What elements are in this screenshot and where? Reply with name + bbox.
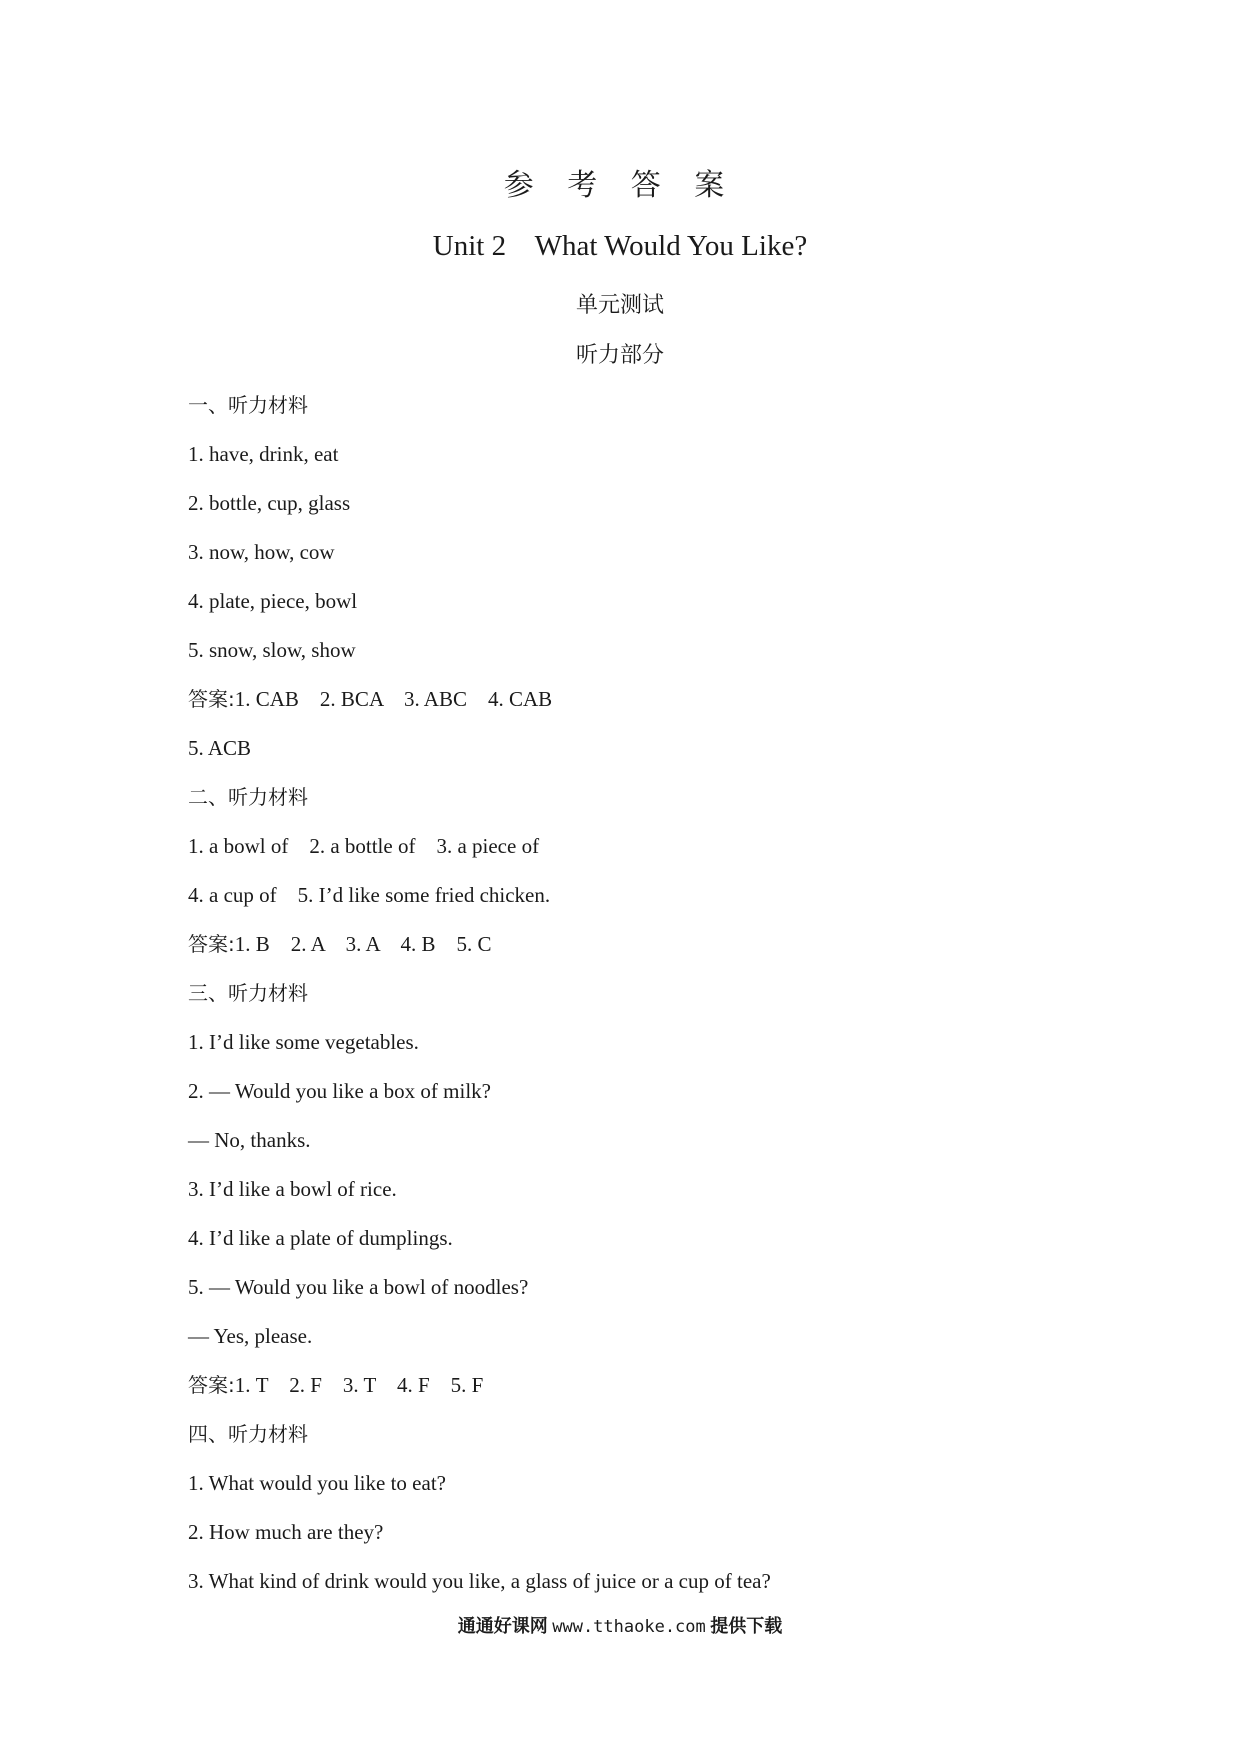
- listening-part-subtitle: 听力部分: [575, 343, 664, 368]
- footer-url[interactable]: www.tthaoke.com: [552, 1617, 706, 1637]
- answer-line-continued: 5. ACB: [188, 736, 252, 760]
- footer-suffix: 提供下载: [710, 1616, 783, 1637]
- list-item: 1. I’d like some vegetables.: [188, 1030, 419, 1054]
- list-item: 1. a bowl of 2. a bottle of 3. a piece of: [188, 834, 540, 858]
- answer-label: 答案:: [188, 932, 235, 956]
- list-item: 4. I’d like a plate of dumplings.: [188, 1226, 453, 1250]
- list-item: 2. bottle, cup, glass: [188, 491, 351, 515]
- answer-text: 1. CAB 2. BCA 3. ABC 4. CAB: [234, 687, 553, 711]
- list-item: — Yes, please.: [188, 1324, 313, 1348]
- list-item: 4. a cup of 5. I’d like some fried chicken.: [188, 883, 551, 907]
- section-heading: 三、听力材料: [188, 981, 308, 1005]
- list-item: 5. snow, slow, show: [188, 638, 356, 662]
- footer-site-name: 通通好课网: [457, 1616, 548, 1637]
- section-heading: 二、听力材料: [188, 785, 308, 809]
- list-item: 3. I’d like a bowl of rice.: [188, 1177, 397, 1201]
- answer-text: 1. B 2. A 3. A 4. B 5. C: [234, 932, 492, 956]
- answer-line: [188, 675, 1168, 724]
- answer-text: 1. T 2. F 3. T 4. F 5. F: [234, 1373, 484, 1397]
- unit-test-subtitle: 单元测试: [575, 293, 664, 318]
- list-item: 1. have, drink, eat: [188, 442, 339, 466]
- unit-title: Unit 2 What Would You Like?: [432, 230, 808, 262]
- answer-line: [188, 920, 1168, 969]
- list-item: 2. How much are they?: [188, 1520, 384, 1544]
- list-item: — No, thanks.: [188, 1128, 311, 1152]
- list-item: 3. now, how, cow: [188, 540, 335, 564]
- list-item: 1. What would you like to eat?: [188, 1471, 446, 1495]
- answer-line: [188, 1361, 1168, 1410]
- section-heading: 一、听力材料: [188, 393, 308, 417]
- answer-label: 答案:: [188, 687, 235, 711]
- answer-label: 答案:: [188, 1373, 235, 1397]
- list-item: 5. — Would you like a bowl of noodles?: [188, 1275, 529, 1299]
- footer: [0, 1612, 1240, 1638]
- list-item: 2. — Would you like a box of milk?: [188, 1079, 491, 1103]
- answer-content: [188, 381, 1168, 1606]
- section-heading: 四、听力材料: [188, 1422, 308, 1446]
- list-item: 4. plate, piece, bowl: [188, 589, 358, 613]
- page-title: 参 考 答 案: [503, 168, 737, 203]
- list-item: 3. What kind of drink would you like, a glass of juice or a cup of tea?: [188, 1569, 771, 1593]
